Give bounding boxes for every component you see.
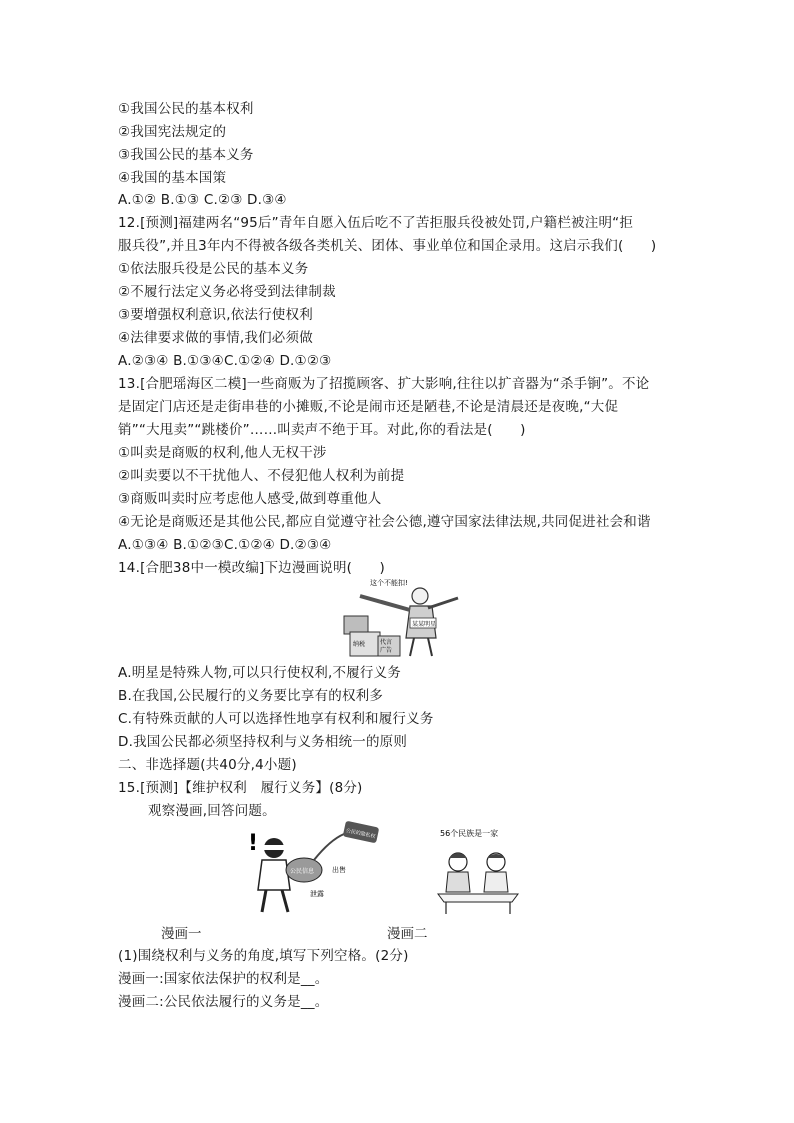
question-14-stem: 14.[合肥38中一模改编]下边漫画说明( ) — [118, 560, 386, 576]
option-text: ③要增强权利意识,依法行使权利 — [118, 307, 313, 323]
option-b: B.在我国,公民履行的义务要比享有的权利多 — [118, 688, 384, 704]
option-text: ①我国公民的基本权利 — [118, 101, 254, 117]
ethnic-unity-cartoon — [432, 822, 524, 914]
option-text: ④法律要求做的事情,我们必须做 — [118, 330, 313, 346]
sign-text: 某某明星 — [412, 621, 437, 628]
box-label: 广告 — [380, 647, 393, 654]
cartoon-caption: 漫画一 — [161, 926, 202, 942]
fill-in-blank: 漫画二:公民依法履行的义务是__。 — [118, 994, 329, 1010]
option-text: ③我国公民的基本义务 — [118, 147, 254, 163]
action-label: 出售 — [332, 866, 346, 874]
answer-choices: A.②③④ B.①③④C.①②④ D.①②③ — [118, 353, 332, 369]
answer-choices: A.①③④ B.①②③C.①②④ D.②③④ — [118, 537, 332, 553]
instruction-text: 观察漫画,回答问题。 — [148, 803, 276, 819]
cartoon-caption: 漫画二 — [387, 926, 428, 942]
section-heading: 二、非选择题(共40分,4小题) — [118, 757, 297, 773]
box-label: 代言 — [380, 639, 393, 646]
star-tax-cartoon — [340, 576, 462, 658]
option-text: ①叫卖是商贩的权利,他人无权干涉 — [118, 445, 327, 461]
option-text: ②我国宪法规定的 — [118, 124, 227, 140]
sub-question: (1)围绕权利与义务的角度,填写下列空格。(2分) — [118, 948, 409, 964]
question-13-stem: 是固定门店还是走街串巷的小摊贩,不论是闹市还是陋巷,不论是清晨还是夜晚,“大促 — [118, 399, 619, 415]
option-d: D.我国公民都必须坚持权利与义务相统一的原则 — [118, 734, 408, 750]
question-13-stem: 13.[合肥瑶海区二模]一些商贩为了招揽顾客、扩大影响,往往以扩音器为“杀手锏”。不论 — [118, 376, 650, 392]
option-text: ②不履行法定义务必将受到法律制裁 — [118, 284, 336, 300]
speech-text: 这个不能扣! — [370, 579, 408, 587]
option-text: ④我国的基本国策 — [118, 170, 227, 186]
question-12-stem: 12.[预测]福建两名“95后”青年自愿入伍后吃不了苦拒服兵役被处罚,户籍栏被注明“拒 — [118, 215, 634, 231]
action-label: 泄露 — [310, 890, 324, 898]
option-text: ③商贩叫卖时应考虑他人感受,做到尊重他人 — [118, 491, 382, 507]
banner-text: 56个民族是一家 — [440, 829, 499, 838]
question-15-stem: 15.[预测]【维护权利 履行义务】(8分) — [118, 780, 363, 796]
tag-label: 公民的隐私权 — [345, 827, 376, 841]
privacy-cartoon — [244, 820, 380, 914]
answer-choices: A.①② B.①③ C.②③ D.③④ — [118, 192, 287, 208]
option-a: A.明星是特殊人物,可以只行使权利,不履行义务 — [118, 665, 401, 681]
option-text: ②叫卖要以不干扰他人、不侵犯他人权利为前提 — [118, 468, 405, 484]
fill-in-blank: 漫画一:国家依法保护的权利是__。 — [118, 971, 329, 987]
option-c: C.有特殊贡献的人可以选择性地享有权利和履行义务 — [118, 711, 434, 727]
option-text: ①依法服兵役是公民的基本义务 — [118, 261, 309, 277]
question-12-stem: 服兵役”,并且3年内不得被各级各类机关、团体、事业单位和国企录用。这启示我们( ) — [118, 238, 657, 254]
question-13-stem: 销”“大甩卖”“跳楼价”……叫卖声不绝于耳。对此,你的看法是( ) — [118, 422, 526, 438]
exclaim-mark: ! — [248, 831, 259, 856]
option-text: ④无论是商贩还是其他公民,都应自觉遵守社会公德,遵守国家法律法规,共同促进社会和谐 — [118, 514, 651, 530]
bag-label: 公民信息 — [290, 868, 315, 875]
box-label: 纳税 — [353, 641, 366, 648]
